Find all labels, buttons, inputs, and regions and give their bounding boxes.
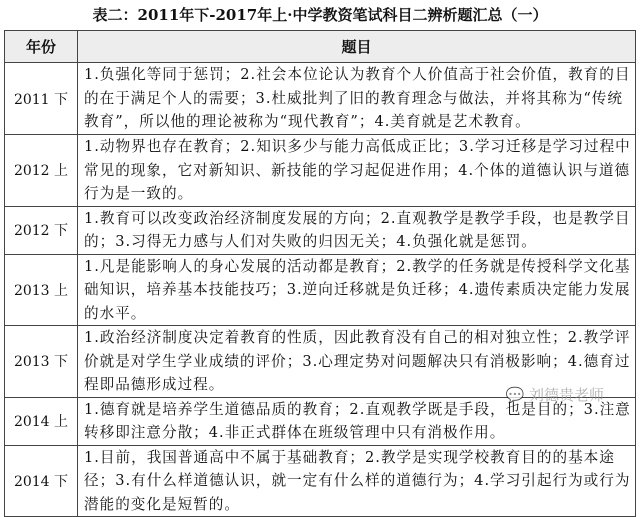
year-cell: 2012 上 [5,135,78,207]
header-row [5,31,636,63]
table-row [5,254,636,326]
table-row [5,135,636,207]
question-cell: 1.负强化等同于惩罚；2.社会本位论认为教育个人价值高于社会价值，教育的目的在于满足个人的需要；3.杜威批判了旧的教育理念与做法，并将其称为“传统教育”，所以他的理论被称为“现代教育”；4.美育就是艺术教育。 [78,63,636,135]
header-question: 题目 [78,31,636,63]
table-row [5,206,636,254]
question-cell: 1.德育就是培养学生道德品质的教育；2.直观教学既是手段，也是目的；3.注意转移即注意分散；4.非正式群体在班级管理中只有消极作用。 [78,397,636,445]
watermark [506,384,604,405]
year-cell: 2014 上 [5,397,78,445]
question-cell: 1.教育可以改变政治经济制度发展的方向；2.直观教学是教学手段，也是教学目的；3.习得无力感与人们对失败的归因无关；4.负强化就是惩罚。 [78,206,636,254]
table-title: 表二：2011年下-2017年上·中学教资笔试科目二辨析题汇总（一） [92,6,548,24]
header-year: 年份 [5,31,78,63]
exam-table [4,30,636,517]
question-cell: 1.政治经济制度决定着教育的性质，因此教育没有自己的相对独立性；2.教学评价就是对学生学业成绩的评价；3.心理定势对问题解决只有消极影响；4.德育过程即品德形成过程。 [78,326,636,398]
table-row [5,63,636,135]
year-cell: 2014 下 [5,445,78,517]
watermark-text: 刘德贵老师 [528,386,604,404]
question-cell: 1.凡是能影响人的身心发展的活动都是教育；2.教学的任务就是传授科学文化基础知识，培养基本技能技巧；3.逆向迁移就是负迁移；4.遗传素质决定能力发展的水平。 [78,254,636,326]
question-cell: 1.动物界也存在教育；2.知识多少与能力高低成正比；3.学习迁移是学习过程中常见的现象，它对新知识、新技能的学习起促进作用；4.个体的道德认识与道德行为是一致的。 [78,135,636,207]
year-cell: 2013 上 [5,254,78,326]
year-cell: 2011 下 [5,63,78,135]
year-cell: 2013 下 [5,326,78,398]
year-cell: 2012 下 [5,206,78,254]
question-cell: 1.目前，我国普通高中不属于基础教育；2.教学是实现学校教育目的的基本途径；3.有什么样道德认识，就一定有什么样的道德行为；4.学习引起行为或行为潜能的变化是短暂的。 [78,445,636,517]
chat-bubble-icon: 💬 [505,386,525,404]
table-row [5,445,636,517]
